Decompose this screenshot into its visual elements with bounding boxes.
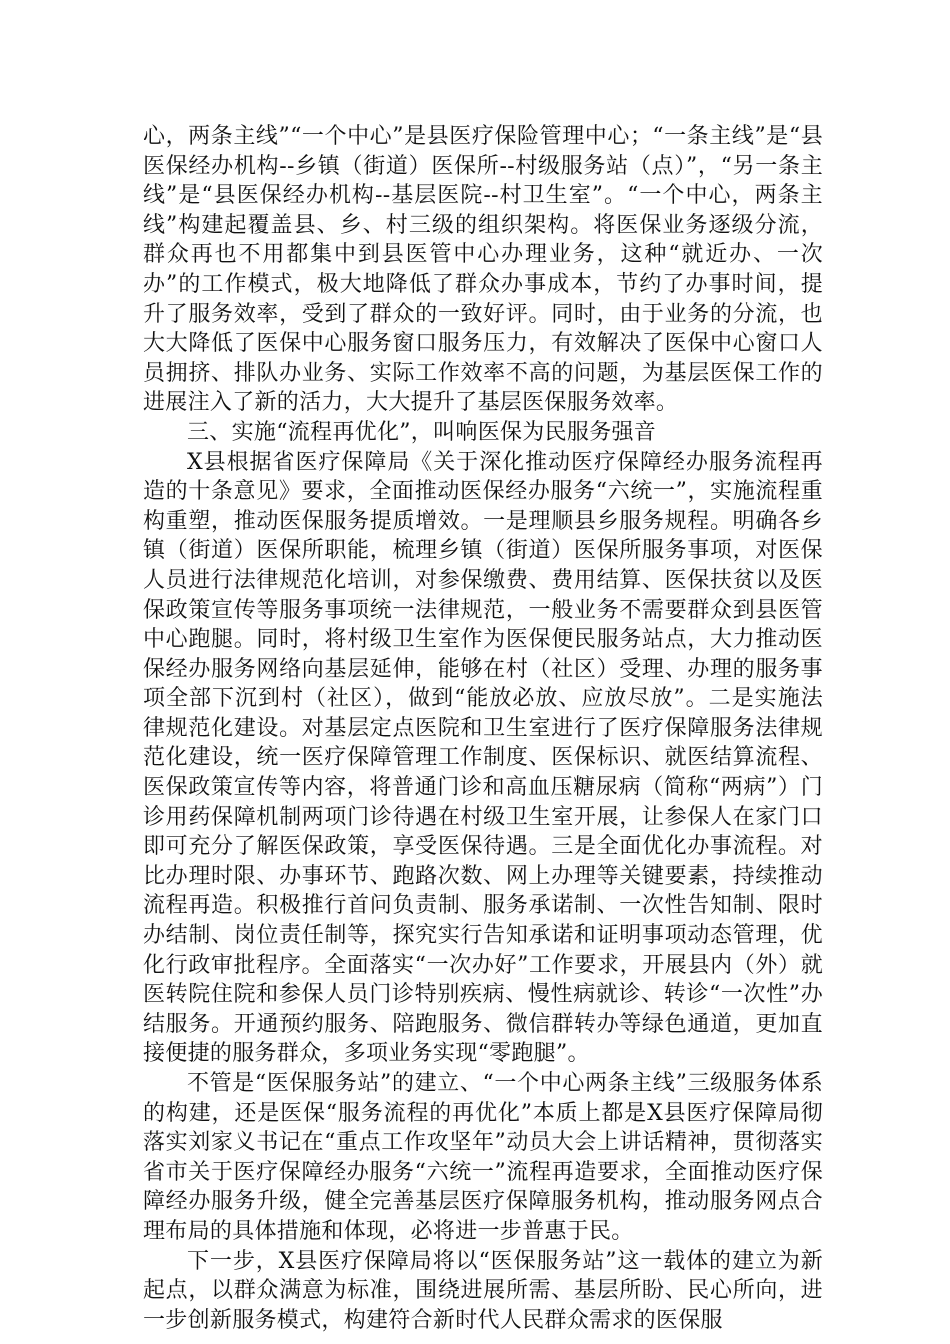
paragraph-process-optimization: X县根据省医疗保障局《关于深化推动医疗保障经办服务流程再造的十条意见》要求，全面推动医保经办服务“六统一”，实施流程重构重塑，推动医保服务提质增效。一是理顺县乡服务规程。明确各乡镇（街道）医保所职能，梳理乡镇（街道）医保所服务事项，对医保人员进行法律规范化培训，对参保缴费、费用结算、医保扶贫以及医保政策宣传等服务事项统一法律规范，一般业务不需要群众到县医管中心跑腿。同时，将村级卫生室作为医保便民服务站点，大力推动医保经办服务网络向基层延伸，能够在村（社区）受理、办理的服务事项全部下沉到村（社区），做到“能放必放、应放尽放”。二是实施法律规范化建设。对基层定点医院和卫生室进行了医疗保障服务法律规范化建设，统一医疗保障管理工作制度、医保标识、就医结算流程、医保政策宣传等内容，将普通门诊和高血压糖尿病（简称“两病”）门诊用药保障机制两项门诊待遇在村级卫生室开展，让参保人在家门口即可充分了解医保政策，享受医保待遇。三是全面优化办事流程。对比办理时限、办事环节、跑路次数、网上办理等关键要素，持续推动流程再造。积极推行首问负责制、服务承诺制、一次性告知制、限时办结制、岗位责任制等，探究实行告知承诺和证明事项动态管理，优化行政审批程序。全面落实“一次办好”工作要求，开展县内（外）就医转院住院和参保人员门诊特别疾病、慢性病就诊、转诊“一次性”办结服务。开通预约服务、陪跑服务、微信群转办等绿色通道，更加直接便捷的服务群众，多项业务实现“零跑腿”。: [143, 449, 823, 1067]
paragraph-continuation: 心，两条主线”“一个中心”是县医疗保险管理中心；“一条主线”是“县医保经办机构--乡镇（街道）医保所--村级服务站（点）”，“另一条主线”是“县医保经办机构--基层医院--村卫生室”。“一个中心，两条主线”构建起覆盖县、乡、村三级的组织架构。将医保业务逐级分流，群众再也不用都集中到县医管中心办理业务，这种“就近办、一次办”的工作模式，极大地降低了群众办事成本，节约了办事时间，提升了服务效率，受到了群众的一致好评。同时，由于业务的分流，也大大降低了医保中心服务窗口服务压力，有效解决了医保中心窗口人员拥挤、排队办业务、实际工作效率不高的问题，为基层医保工作的进展注入了新的活力，大大提升了基层医保服务效率。: [143, 124, 823, 416]
document-body: [143, 122, 823, 1335]
paragraph-summary: 不管是“医保服务站”的建立、“一个中心两条主线”三级服务体系的构建，还是医保“服务流程的再优化”本质上都是X县医疗保障局彻落实刘家义书记在“重点工作攻坚年”动员大会上讲话精神，贯彻落实省市关于医疗保障经办服务“六统一”流程再造要求，全面推动医疗保障经办服务升级，健全完善基层医疗保障服务机构，推动服务网点合理布局的具体措施和体现，必将进一步普惠于民。: [143, 1071, 823, 1244]
paragraph-next-step: 下一步，X县医疗保障局将以“医保服务站”这一载体的建立为新起点，以群众满意为标准，围绕进展所需、基层所盼、民心所向，进一步创新服务模式，构建符合新时代人民群众需求的医保服: [143, 1248, 823, 1333]
section-heading: 三、实施“流程再优化”，叫响医保为民服务强音: [187, 419, 657, 445]
